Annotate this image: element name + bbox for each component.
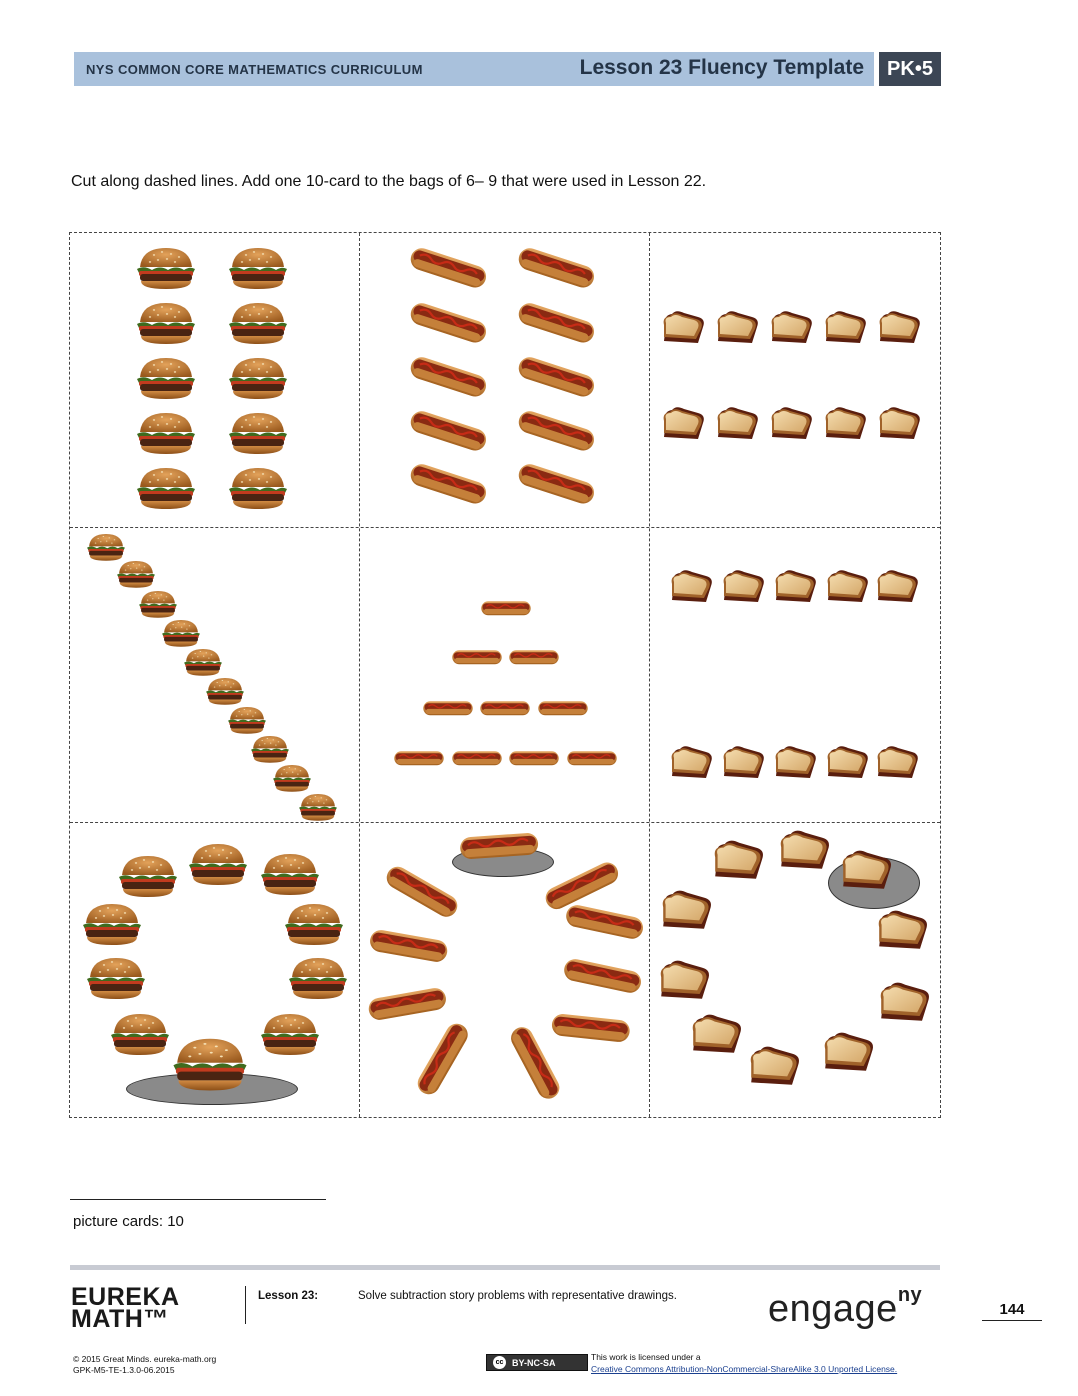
- copyright-line-2: GPK-M5-TE-1.3.0-06.2015: [73, 1365, 175, 1375]
- hamburger-picture: [183, 647, 223, 677]
- engageny-logo: [768, 1284, 923, 1331]
- hotdog-picture: [422, 696, 474, 718]
- hotdog-picture: [537, 696, 589, 718]
- footer-bar: [70, 1265, 940, 1270]
- hotdog-picture: [548, 1005, 633, 1047]
- hotdog-picture: [405, 237, 493, 295]
- hotdog-picture: [405, 346, 493, 404]
- hotdog-picture: [508, 645, 560, 667]
- grade-badge: PK•5: [879, 52, 941, 86]
- hamburger-picture: [172, 1035, 248, 1093]
- sandwich-picture: [874, 403, 924, 447]
- hamburger-picture: [138, 589, 178, 619]
- copyright-line-1: © 2015 Great Minds. eureka-math.org: [73, 1354, 217, 1364]
- hamburger-picture: [228, 465, 288, 511]
- hamburger-picture: [272, 763, 312, 793]
- logo-line-2: MATH™: [71, 1305, 169, 1333]
- footer-lesson-label: Lesson 23:: [258, 1290, 319, 1302]
- hamburger-picture: [161, 618, 201, 648]
- hotdog-picture: [561, 895, 648, 945]
- sandwich-picture: [666, 566, 716, 610]
- card-hamburgers-diagonal: [70, 528, 360, 823]
- hamburger-picture: [82, 901, 142, 947]
- hamburger-picture: [284, 901, 344, 947]
- sandwich-picture: [766, 307, 816, 351]
- hamburger-picture: [260, 851, 320, 897]
- hamburger-picture: [188, 841, 248, 887]
- hotdog-picture: [513, 292, 601, 350]
- hamburger-picture: [86, 532, 126, 562]
- sandwich-picture: [872, 742, 922, 786]
- logo-line-1: EUREKA: [71, 1283, 180, 1311]
- hamburger-picture: [228, 245, 288, 291]
- sandwich-picture: [712, 403, 762, 447]
- engage-ny: ny: [897, 1284, 923, 1307]
- sandwich-picture: [872, 566, 922, 610]
- hotdog-picture: [513, 237, 601, 295]
- page-number: 144: [982, 1301, 1042, 1321]
- hotdog-picture: [364, 978, 451, 1026]
- cc-badge-label: BY-NC-SA: [512, 1358, 556, 1368]
- sandwich-picture: [818, 1027, 878, 1081]
- sandwich-picture: [820, 403, 870, 447]
- hamburger-picture: [86, 955, 146, 1001]
- hotdog-picture: [559, 949, 646, 999]
- license-link[interactable]: Creative Commons Attribution-NonCommercial-ShareAlike 3.0 Unported License.: [591, 1364, 898, 1374]
- card-hamburgers-circle: [70, 823, 360, 1118]
- hamburger-picture: [205, 676, 245, 706]
- copyright: [73, 1354, 216, 1376]
- license-notice: [591, 1351, 897, 1375]
- hamburger-picture: [136, 300, 196, 346]
- card-sandwiches-circle: [650, 823, 940, 1118]
- sandwich-picture: [744, 1041, 804, 1095]
- hamburger-picture: [116, 559, 156, 589]
- header-band: [74, 52, 874, 86]
- sandwich-picture: [718, 742, 768, 786]
- eureka-math-logo: [71, 1283, 180, 1333]
- sandwich-picture: [820, 307, 870, 351]
- hotdog-picture: [366, 920, 453, 968]
- hamburger-picture: [228, 355, 288, 401]
- hotdog-picture: [479, 696, 531, 718]
- curriculum-title: NYS COMMON CORE MATHEMATICS CURRICULUM: [86, 62, 423, 77]
- hamburger-picture: [288, 955, 348, 1001]
- sandwich-picture: [658, 403, 708, 447]
- hotdog-picture: [405, 400, 493, 458]
- hotdog-picture: [406, 1014, 476, 1102]
- sandwich-picture: [872, 905, 932, 959]
- sandwich-picture: [822, 742, 872, 786]
- card-hotdogs-circle: [360, 823, 650, 1118]
- sandwich-picture: [686, 1009, 746, 1063]
- picture-card-grid: [69, 232, 941, 1118]
- hamburger-picture: [136, 410, 196, 456]
- hotdog-picture: [513, 453, 601, 511]
- sandwich-picture: [666, 742, 716, 786]
- sandwich-picture: [770, 566, 820, 610]
- sandwich-picture: [656, 885, 716, 939]
- hamburger-picture: [298, 792, 338, 822]
- lesson-title: Lesson 23 Fluency Template: [579, 56, 864, 79]
- hotdog-picture: [405, 453, 493, 511]
- card-hotdogs-triangle: [360, 528, 650, 823]
- hotdog-picture: [451, 645, 503, 667]
- engage-word: engage: [768, 1288, 898, 1330]
- footer-divider: [245, 1286, 246, 1324]
- card-sandwiches-spread: [650, 528, 940, 823]
- hotdog-picture: [405, 292, 493, 350]
- footnote-rule: [70, 1199, 326, 1200]
- hamburger-picture: [136, 355, 196, 401]
- hamburger-picture: [118, 853, 178, 899]
- hamburger-picture: [136, 245, 196, 291]
- sandwich-picture: [658, 307, 708, 351]
- sandwich-picture: [836, 845, 896, 899]
- hotdog-picture: [457, 824, 541, 864]
- card-hotdogs-columns: [360, 233, 650, 528]
- card-sandwiches-rows: [650, 233, 940, 528]
- sandwich-picture: [654, 955, 714, 1009]
- license-line-1: This work is licensed under a: [591, 1352, 701, 1362]
- sandwich-picture: [708, 835, 768, 889]
- hamburger-picture: [260, 1011, 320, 1057]
- hotdog-picture: [513, 346, 601, 404]
- hotdog-picture: [566, 746, 618, 768]
- sandwich-picture: [712, 307, 762, 351]
- hotdog-picture: [508, 746, 560, 768]
- hamburger-picture: [250, 734, 290, 764]
- sandwich-picture: [766, 403, 816, 447]
- footnote-text: picture cards: 10: [73, 1213, 184, 1230]
- hamburger-picture: [110, 1011, 170, 1057]
- instruction-text: Cut along dashed lines. Add one 10-card to the bags of 6– 9 that were used in Lesson 22.: [71, 173, 707, 190]
- sandwich-picture: [874, 307, 924, 351]
- footer-lesson-description: Solve subtraction story problems with representative drawings.: [358, 1290, 677, 1302]
- hamburger-picture: [227, 705, 267, 735]
- hamburger-picture: [228, 300, 288, 346]
- hotdog-picture: [480, 596, 532, 618]
- hotdog-picture: [393, 746, 445, 768]
- sandwich-picture: [774, 825, 834, 879]
- sandwich-picture: [718, 566, 768, 610]
- sandwich-picture: [770, 742, 820, 786]
- hamburger-picture: [136, 465, 196, 511]
- cc-license-badge: [486, 1354, 588, 1371]
- cc-icon: cc: [493, 1356, 506, 1369]
- sandwich-picture: [874, 977, 934, 1031]
- hamburger-picture: [228, 410, 288, 456]
- hotdog-picture: [451, 746, 503, 768]
- sandwich-picture: [822, 566, 872, 610]
- hotdog-picture: [513, 400, 601, 458]
- card-hamburgers-columns: [70, 233, 360, 528]
